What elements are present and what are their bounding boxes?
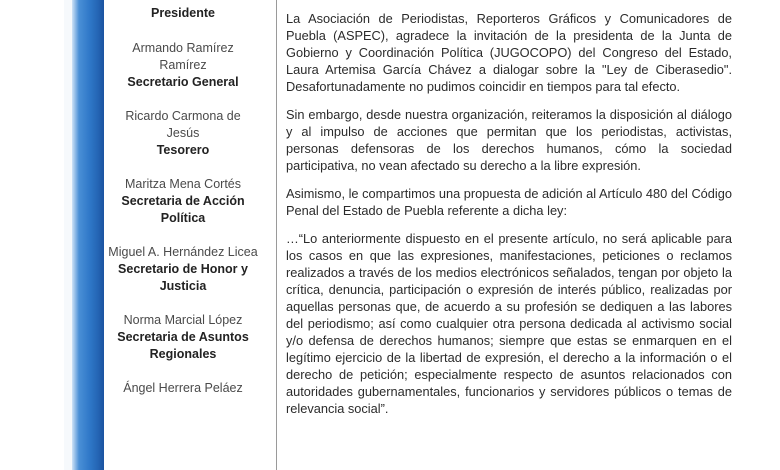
officers-sidebar: [108, 0, 258, 470]
column-divider: [276, 0, 277, 470]
letter-body: [286, 10, 732, 470]
officer-role: Secretario de Honor y Justicia: [118, 262, 248, 293]
officer-entry: [108, 5, 258, 22]
officer-entry: [108, 244, 258, 295]
officer-name: Miguel A. Hernández Licea: [108, 245, 258, 259]
letter-paragraph: …“Lo anteriormente dispuesto en el presente artículo, no será aplicable para los casos en que las expresiones, manifestaciones, peticiones o reclamos realizados a través de los medios electrónicos señalados, tengan por objeto la crítica, denuncia, participación o expresión de interés público, realizadas por aquellas personas que, de acuerdo a su profesión se dediquen a las labores del periodismo; así como cualquier otra persona dedicada al activismo social y/o defensa de derechos humanos; siempre que estas se enmarquen en el legítimo ejercicio de la libertad de expresión, el derecho a la información o el derecho de petición; especialmente respecto de asuntos relacionados con autoridades gubernamentales, funcionarios y servidores públicos o temas de relevancia social”.: [286, 231, 732, 416]
officer-role: Secretaria de Asuntos Regionales: [117, 330, 249, 361]
letterhead-stripe: [72, 0, 104, 470]
officer-name: Armando Ramírez Ramírez: [132, 41, 234, 72]
letter-paragraph: La Asociación de Periodistas, Reporteros Gráficos y Comunicadores de Puebla (ASPEC), agradece la invitación de la presidenta de la Junta de Gobierno y Coordinación Política (JUGOCOPO) del Congreso del Estado, Laura Artemisa García Chávez a dialogar sobre la "Ley de Ciberasedio". Desafortunadamente no pudimos coincidir en tiempos para tal efecto.: [286, 11, 732, 94]
letter-paragraph: Sin embargo, desde nuestra organización, reiteramos la disposición al diálogo y al impulso de acciones que permitan que los periodistas, activistas, personas defensoras de los derechos humanos, cómo la sociedad participativa, no vean afectado su derecho a la libre expresión.: [286, 107, 732, 173]
officer-entry: [108, 380, 258, 397]
margin-band: [64, 0, 72, 470]
officer-role: Tesorero: [156, 143, 210, 157]
officer-entry: [108, 40, 258, 91]
officer-name: Norma Marcial López: [123, 313, 243, 327]
officer-role: Presidente: [151, 6, 215, 20]
officer-role: Secretaria de Acción Política: [121, 194, 245, 225]
officer-name: Maritza Mena Cortés: [124, 177, 241, 191]
officer-entry: [108, 176, 258, 227]
officer-entry: [108, 108, 258, 159]
officer-name: Ángel Herrera Peláez: [123, 381, 243, 395]
officer-entry: [108, 312, 258, 363]
letter-paragraph: Asimismo, le compartimos una propuesta de adición al Artículo 480 del Código Penal del Estado de Puebla referente a dicha ley:: [286, 186, 732, 218]
officer-name: Ricardo Carmona de Jesús: [125, 109, 241, 140]
officer-role: Secretario General: [127, 75, 239, 89]
